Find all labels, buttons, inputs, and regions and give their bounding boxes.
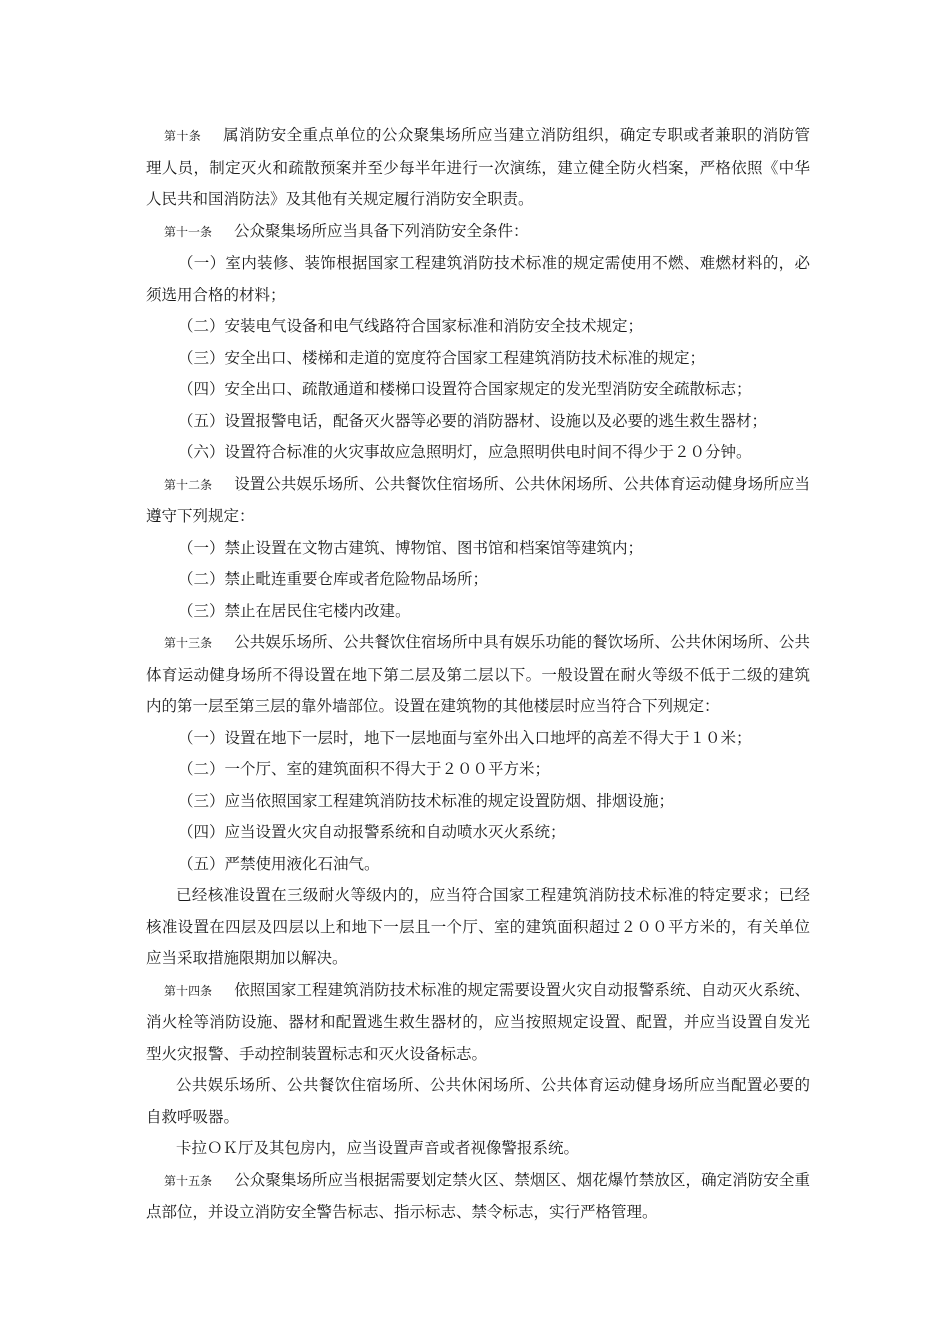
list-item: （三）应当依照国家工程建筑消防技术标准的规定设置防烟、排烟设施； bbox=[178, 791, 675, 810]
body-paragraph: 已经核准设置在三级耐火等级内的，应当符合国家工程建筑消防技术标准的特定要求；已经核准设置在四层及四层以上和地下一层且一个厅、室的建筑面积超过２００平方米的，有关单位应当采取措施限期加以解决。 bbox=[146, 886, 810, 967]
list-item: （三）安全出口、楼梯和走道的宽度符合国家工程建筑消防技术标准的规定； bbox=[178, 348, 706, 367]
list-item: （六）设置符合标准的火灾事故应急照明灯，应急照明供电时间不得少于２０分钟。 bbox=[178, 443, 752, 461]
list-item: （一）室内装修、装饰根据国家工程建筑消防技术标准的规定需使用不燃、难燃材料的，必须选用合格的材料； bbox=[146, 254, 810, 304]
list-item: （二）安装电气设备和电气线路符合国家标准和消防安全技术规定； bbox=[178, 317, 644, 335]
article-number: 第十一条 bbox=[164, 224, 213, 239]
article-number: 第十条 bbox=[164, 129, 202, 143]
article-15 bbox=[146, 1165, 810, 1229]
article-11 bbox=[146, 216, 810, 249]
list-item: （四）安全出口、疏散通道和楼梯口设置符合国家规定的发光型消防安全疏散标志； bbox=[178, 380, 752, 398]
list-item: （三）禁止在居民住宅楼内改建。 bbox=[178, 601, 411, 620]
document-page bbox=[146, 120, 810, 1229]
list-item: （二）禁止毗连重要仓库或者危险物品场所； bbox=[178, 570, 489, 588]
article-number: 第十五条 bbox=[164, 1173, 213, 1188]
list-item: （五）严禁使用液化石油气。 bbox=[178, 854, 380, 873]
list-item: （四）应当设置火灾自动报警系统和自动喷水灭火系统； bbox=[178, 823, 566, 841]
body-paragraph: 卡拉ＯＫ厅及其包房内，应当设置声音或者视像警报系统。 bbox=[176, 1139, 580, 1157]
article-text: 属消防安全重点单位的公众聚集场所应当建立消防组织，确定专职或者兼职的消防管理人员，制定灭火和疏散预案并至少每半年进行一次演练，建立健全防火档案，严格依照《中华人民共和国消防法》及其他有关规定履行消防安全职责。 bbox=[146, 126, 810, 208]
article-text: 依照国家工程建筑消防技术标准的规定需要设置火灾自动报警系统、自动灭火系统、消火栓等消防设施、器材和配置逃生救生器材的，应当按照规定设置、配置，并应当设置自发光型火灾报警、手动控制装置标志和灭火设备标志。 bbox=[146, 980, 810, 1063]
article-text: 公众聚集场所应当根据需要划定禁火区、禁烟区、烟花爆竹禁放区，确定消防安全重点部位，并设立消防安全警告标志、指示标志、禁令标志，实行严格管理。 bbox=[146, 1170, 810, 1221]
article-text: 设置公共娱乐场所、公共餐饮住宿场所、公共休闲场所、公共体育运动健身场所应当遵守下列规定： bbox=[146, 474, 810, 525]
article-12 bbox=[146, 469, 810, 533]
list-item: （五）设置报警电话，配备灭火器等必要的消防器材、设施以及必要的逃生救生器材； bbox=[178, 411, 768, 430]
article-number: 第十三条 bbox=[164, 636, 213, 650]
article-number: 第十四条 bbox=[164, 983, 213, 998]
list-item: （二）一个厅、室的建筑面积不得大于２００平方米； bbox=[178, 760, 551, 778]
article-number: 第十二条 bbox=[164, 477, 213, 492]
article-text: 公众聚集场所应当具备下列消防安全条件： bbox=[234, 221, 529, 240]
body-paragraph: 公共娱乐场所、公共餐饮住宿场所、公共休闲场所、公共体育运动健身场所应当配置必要的自救呼吸器。 bbox=[146, 1076, 810, 1126]
list-item: （一）设置在地下一层时，地下一层地面与室外出入口地坪的高差不得大于１０米； bbox=[178, 728, 752, 747]
list-item: （一）禁止设置在文物古建筑、博物馆、图书馆和档案馆等建筑内； bbox=[178, 538, 644, 557]
article-10 bbox=[146, 120, 810, 216]
article-text: 公共娱乐场所、公共餐饮住宿场所中具有娱乐功能的餐饮场所、公共休闲场所、公共体育运动健身场所不得设置在地下第二层及第二层以下。一般设置在耐火等级不低于二级的建筑内的第一层至第三层的靠外墙部位。设置在建筑物的其他楼层时应当符合下列规定： bbox=[146, 633, 810, 715]
article-13 bbox=[146, 627, 810, 723]
article-14 bbox=[146, 975, 810, 1071]
